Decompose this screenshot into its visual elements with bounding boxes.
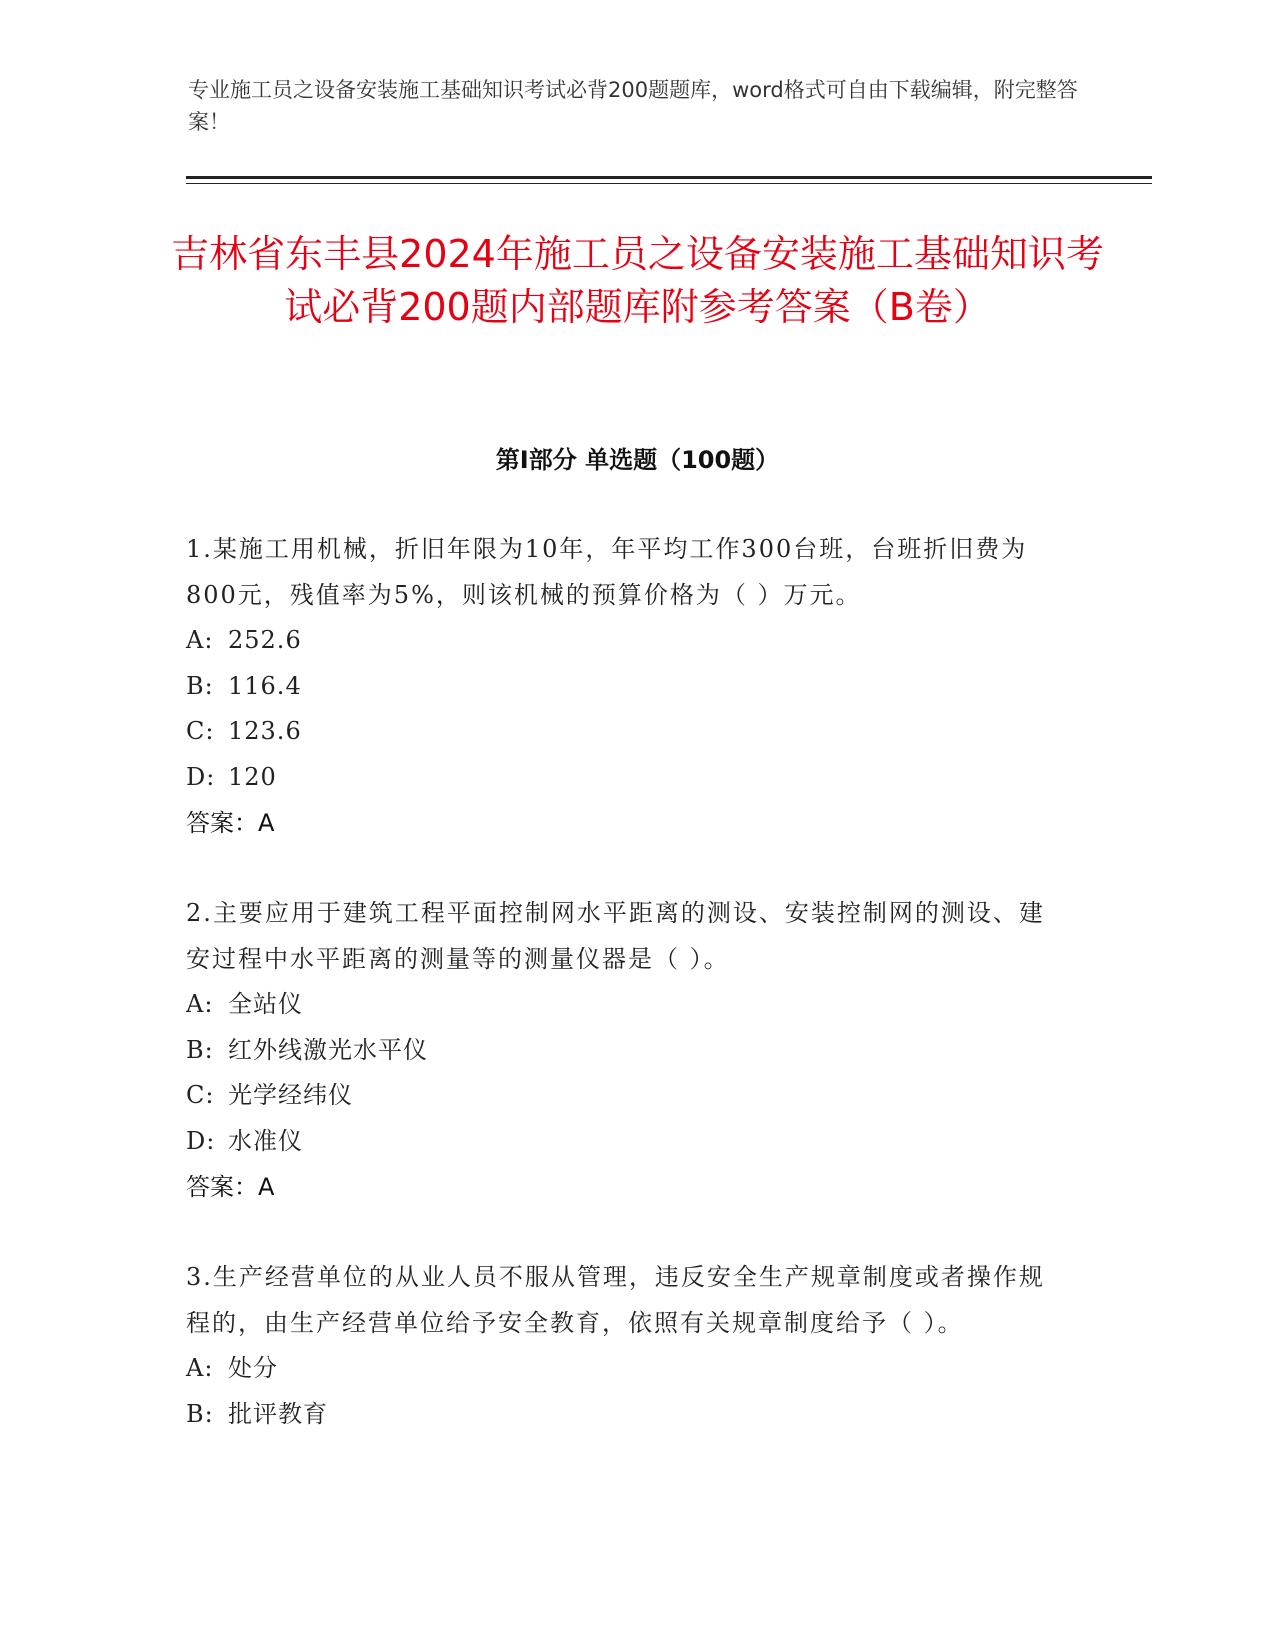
question-2 xyxy=(186,890,1066,1210)
option-text: 处分 xyxy=(228,1354,278,1382)
answer-line: 答案：A xyxy=(186,1173,275,1201)
option-key: A: xyxy=(186,1354,214,1382)
header-rule-thin xyxy=(186,183,1152,184)
option-d xyxy=(186,1119,1066,1165)
option-key: D: xyxy=(186,762,216,791)
question-stem: 1.某施工用机械，折旧年限为10年，年平均工作300台班，台班折旧费为800元，残值率为5%，则该机械的预算价格为（ ）万元。 xyxy=(186,535,1028,609)
question-list xyxy=(186,526,1066,1481)
option-b xyxy=(186,1392,1066,1438)
option-key: A: xyxy=(186,626,214,654)
option-text: 120 xyxy=(228,762,277,791)
option-key: A: xyxy=(186,990,214,1018)
question-stem: 2.主要应用于建筑工程平面控制网水平距离的测设、安装控制网的测设、建安过程中水平距离的测量等的测量仪器是（ ）。 xyxy=(186,899,1045,973)
option-text: 252.6 xyxy=(228,626,302,654)
header-note: 专业施工员之设备安装施工基础知识考试必背200题题库，word格式可自由下载编辑，附完整答案！ xyxy=(188,78,1078,134)
option-text: 123.6 xyxy=(228,717,302,745)
option-c xyxy=(186,1073,1066,1119)
option-text: 水准仪 xyxy=(228,1126,303,1155)
question-stem: 3.生产经营单位的从业人员不服从管理，违反安全生产规章制度或者操作规程的，由生产经营单位给予安全教育，依照有关规章制度给予（ ）。 xyxy=(186,1263,1045,1337)
section-title: 第Ⅰ部分 单选题（100题） xyxy=(495,446,780,474)
option-a xyxy=(186,1346,1066,1392)
option-c xyxy=(186,709,1066,755)
option-key: B: xyxy=(186,1035,214,1064)
option-key: D: xyxy=(186,1126,216,1155)
answer-line: 答案：A xyxy=(186,809,275,837)
option-key: B: xyxy=(186,671,214,700)
option-a xyxy=(186,982,1066,1028)
option-key: C: xyxy=(186,717,215,745)
option-text: 批评教育 xyxy=(228,1399,328,1428)
option-text: 全站仪 xyxy=(228,990,303,1018)
header-rule-thick xyxy=(186,176,1152,179)
option-key: C: xyxy=(186,1081,215,1109)
option-text: 116.4 xyxy=(228,671,302,700)
question-3 xyxy=(186,1254,1066,1437)
document-title: 吉林省东丰县2024年施工员之设备安装施工基础知识考试必背200题内部题库附参考答案（B卷） xyxy=(171,232,1104,329)
question-1 xyxy=(186,526,1066,846)
option-d xyxy=(186,755,1066,801)
option-b xyxy=(186,1028,1066,1074)
option-key: B: xyxy=(186,1399,214,1428)
option-a xyxy=(186,618,1066,664)
option-b xyxy=(186,664,1066,710)
option-text: 光学经纬仪 xyxy=(228,1081,353,1109)
option-text: 红外线激光水平仪 xyxy=(228,1035,428,1064)
